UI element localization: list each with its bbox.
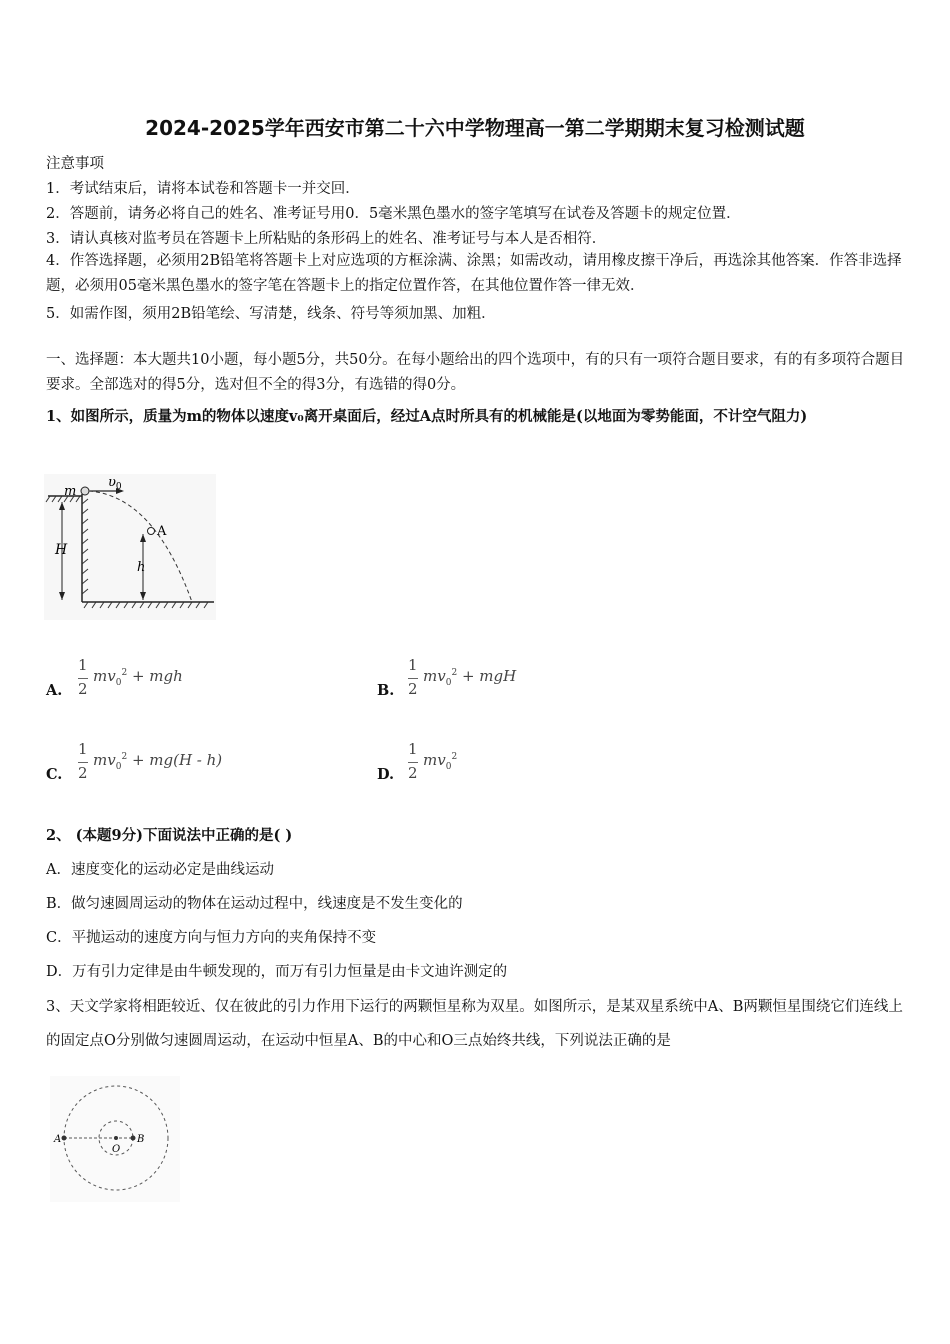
label-B: B (137, 1134, 145, 1145)
label-A: A (54, 1134, 62, 1145)
section-instructions: 一、选择题：本大题共10小题，每小题5分，共50分。在每小题给出的四个选项中，有的只有一项符合题目要求，有的有多项符合题目要求。全部选对的得5分，选对但不全的得3分，有选错的得0分。 (46, 352, 905, 393)
label-O: O (112, 1144, 121, 1155)
notice-heading: 注意事项 (46, 156, 104, 172)
point-A (148, 528, 155, 535)
q1-option-D-letter[interactable]: D. (377, 766, 395, 783)
point-O (114, 1136, 118, 1140)
ball-m (81, 487, 89, 495)
notice-item-5: 5．如需作图，须用2B铅笔绘、写清楚，线条、符号等须加黑、加粗． (46, 306, 496, 322)
projectile-figure (44, 474, 216, 620)
star-A (62, 1136, 67, 1141)
notice-item-1: 1．考试结束后，请将本试卷和答题卡一并交回． (46, 181, 360, 197)
notice-item-2: 2．答题前，请务必将自己的姓名、准考证号用0．5毫米黑色墨水的签字笔填写在试卷及答题卡的规定位置． (46, 206, 741, 222)
question-2-stem: 2、 (本题9分)下面说法中正确的是( ) (46, 827, 293, 844)
q2-option-C[interactable]: C．平抛运动的速度方向与恒力方向的夹角保持不变 (46, 930, 377, 946)
q2-option-B[interactable]: B．做匀速圆周运动的物体在运动过程中，线速度是不发生变化的 (46, 896, 463, 912)
label-H: H (55, 542, 68, 558)
label-v0: $\upsilon_0$ (108, 475, 122, 492)
question-3-text: 3、天文学家将相距较近、仅在彼此的引力作用下运行的两颗恒星称为双星。如图所示，是某双星系统中A、B两颗恒星围绕它们连线上的固定点O分别做匀速圆周运动，在运动中恒星A、B的中心和O三点始终共线，下列说法正确的是 (46, 999, 903, 1049)
q1-option-C-letter[interactable]: C. (46, 766, 63, 783)
notice-item-4: 4．作答选择题，必须用2B铅笔将答题卡上对应选项的方框涂满、涂黑；如需改动，请用橡皮擦干净后，再选涂其他答案．作答非选择题，必须用05毫米黑色墨水的签字笔在答题卡上的指定位置作答，在其他位置作答一律无效． (46, 253, 902, 294)
q1-option-A-letter[interactable]: A. (46, 682, 63, 699)
q2-option-A[interactable]: A．速度变化的运动必定是曲线运动 (46, 862, 274, 878)
page-title: 2024-2025学年西安市第二十六中学物理高一第二学期期末复习检测试题 (145, 116, 805, 140)
q2-option-D[interactable]: D．万有引力定律是由牛顿发现的，而万有引力恒量是由卡文迪许测定的 (46, 964, 508, 980)
star-B (131, 1136, 136, 1141)
label-m: m (64, 484, 77, 499)
binary-star-figure (50, 1076, 180, 1202)
q1-option-B-letter[interactable]: B. (377, 682, 395, 699)
label-h: h (137, 560, 146, 575)
notice-item-3: 3．请认真核对监考员在答题卡上所粘贴的条形码上的姓名、准考证号与本人是否相符． (46, 231, 607, 247)
question-1-text: 1、如图所示，质量为m的物体以速度v₀离开桌面后，经过A点时所具有的机械能是(以地面为零势能面，不计空气阻力) (46, 408, 808, 425)
label-A: A (157, 524, 167, 539)
